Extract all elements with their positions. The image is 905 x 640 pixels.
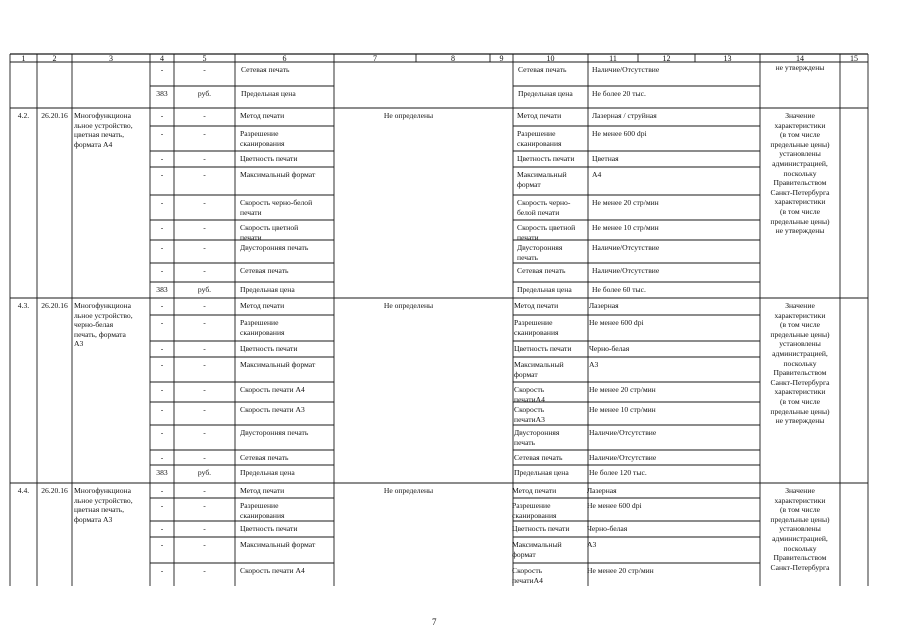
note-line: администрацией,	[772, 159, 828, 168]
cell-col10: Разрешение	[517, 129, 556, 138]
cell-col11: Лазерная	[589, 301, 619, 310]
header-cell-4: 4	[160, 53, 164, 63]
item-number: 4.4.	[17, 486, 30, 495]
cell-col10: Цветность печати	[512, 524, 570, 533]
note-line: поскольку	[783, 358, 817, 368]
header-cell-15: 15	[850, 53, 858, 63]
cell-col6: сканирования	[240, 510, 285, 520]
note-line: (в том числе	[779, 207, 820, 216]
cell-col5: -	[203, 65, 206, 74]
cell-col5: -	[203, 344, 206, 353]
cell-col5: -	[203, 154, 206, 163]
note-tail: не утверждены	[775, 62, 825, 72]
header-cell-12: 12	[662, 53, 671, 63]
cell-col6: сканирования	[240, 138, 285, 148]
cell-col10: Метод печати	[512, 486, 557, 495]
cell-col6: печати	[240, 207, 262, 217]
cell-col6: Максимальный формат	[240, 170, 316, 179]
item-name-line: льное устройство,	[74, 120, 133, 130]
cell-col6: Разрешение	[240, 501, 279, 510]
cell-col11: Не более 60 тыс.	[592, 285, 646, 294]
cell-col4: -	[160, 301, 164, 310]
cell-col10: печатиА4	[512, 575, 543, 585]
cell-col11: Наличие/Отсутствие	[592, 65, 660, 74]
cell-col5: -	[203, 266, 206, 275]
item-name-line: формата А4	[74, 139, 113, 149]
cell-col6: Скорость печати А3	[240, 405, 305, 414]
cell-col11: Не более 120 тыс.	[589, 468, 647, 477]
note-line: характеристики	[774, 120, 826, 130]
cell-col4: -	[160, 486, 164, 495]
cell-col4: -	[160, 154, 164, 163]
note-line: характеристики	[774, 310, 826, 320]
header-cell-13: 13	[723, 53, 732, 63]
note-line: (в том числе	[779, 505, 820, 515]
cell-col6: Цветность печати	[240, 344, 298, 353]
item-name-line: Многофункциона	[74, 111, 131, 120]
header-cell-3: 3	[109, 53, 113, 63]
note-line: Значение	[785, 301, 815, 310]
note-line: установлены	[779, 149, 821, 159]
cell-col5: -	[203, 360, 206, 369]
cell-col5: -	[203, 486, 206, 495]
cell-col11: Не менее 600 dpi	[592, 129, 647, 138]
note-line: администрацией,	[772, 534, 828, 543]
cell-col5: -	[203, 198, 206, 207]
cell-col6: Двусторонняя печать	[240, 428, 309, 437]
cell-col6: Максимальный формат	[240, 540, 316, 549]
cell-col6: Сетевая печать	[241, 65, 290, 74]
cell-col11: Черно-белая	[587, 524, 628, 533]
cell-col10: сканирования	[517, 138, 562, 148]
cell-col6: Двусторонняя печать	[240, 243, 309, 252]
note-line: характеристики	[774, 197, 826, 207]
cell-col4: -	[160, 385, 164, 394]
note-line: предельные цены)	[770, 216, 830, 226]
cell-col10: Предельная цена	[514, 468, 569, 477]
cell-col11: Наличие/Отсутствие	[589, 428, 657, 437]
cell-col4: -	[160, 501, 164, 510]
okpd-code: 26.20.16	[41, 301, 68, 310]
cell-col11: Наличие/Отсутствие	[592, 243, 660, 252]
cell-col11: Цветная	[592, 154, 619, 163]
cell-col10: печать	[514, 437, 536, 447]
cell-col10: печать	[517, 252, 539, 262]
cell-col6: Метод печати	[240, 486, 285, 495]
cell-col10: Цветность печати	[514, 344, 572, 353]
cell-col10: Цветность печати	[517, 154, 575, 163]
header-cell-2: 2	[52, 53, 57, 63]
cell-col6: Метод печати	[240, 111, 285, 120]
note-line: (в том числе	[779, 320, 820, 330]
cell-col4: -	[160, 318, 164, 327]
cell-col10: формат	[512, 549, 536, 559]
cell-col5: -	[203, 318, 206, 327]
cell-col4: -	[160, 198, 164, 207]
item-name-line: Многофункциона	[74, 486, 131, 495]
okpd-code: 26.20.16	[41, 486, 68, 495]
cell-col10: Максимальный	[512, 540, 562, 549]
cell-col10: Скорость	[514, 405, 545, 414]
cell-col10: Сетевая печать	[514, 453, 563, 462]
cell-col11: Не менее 10 стр/мин	[592, 223, 659, 232]
note-line: Санкт-Петербурга	[770, 562, 830, 572]
note-line: Правительством	[773, 178, 827, 188]
cell-col4: -	[160, 170, 164, 179]
cell-col4: -	[160, 566, 164, 575]
cell-col10: Двусторонняя	[514, 428, 560, 437]
cell-col4: -	[160, 129, 164, 138]
cell-col10: Метод печати	[517, 111, 562, 120]
header-cell-10: 10	[546, 53, 555, 63]
note-line: предельные цены)	[770, 514, 830, 524]
note-line: (в том числе	[779, 130, 820, 140]
cell-col6: Разрешение	[240, 318, 279, 327]
note-line: Санкт-Петербурга	[770, 187, 830, 197]
cell-col6: Скорость цветной	[240, 223, 299, 232]
cell-col4: -	[160, 243, 164, 252]
cell-col5: -	[203, 243, 206, 252]
cell-col4: -	[160, 405, 164, 414]
cell-col10: Скорость цветной	[517, 223, 576, 232]
item-number: 4.2.	[17, 111, 30, 120]
cell-col10: Предельная цена	[517, 285, 572, 294]
note-line: характеристики	[774, 495, 826, 505]
cell-col6: Скорость печати А4	[240, 385, 305, 394]
cell-col11: А3	[589, 360, 599, 369]
cell-col11: Не менее 20 стр/мин	[592, 198, 659, 207]
cell-col10: печатиА4	[514, 394, 545, 404]
cell-col10: Скорость черно-	[517, 198, 571, 207]
note-line: администрацией,	[772, 349, 828, 358]
item-name-line: льное устройство,	[74, 310, 133, 320]
note-line: поскольку	[783, 543, 817, 553]
cell-col10: Двусторонняя	[517, 243, 563, 252]
cell-col5: -	[203, 405, 206, 414]
okpd-code: 26.20.16	[41, 111, 68, 120]
cell-col5: -	[203, 524, 206, 533]
note-line: предельные цены)	[770, 406, 830, 416]
cell-col4: -	[160, 540, 164, 549]
header-cell-5: 5	[202, 53, 207, 63]
cell-col10: Максимальный	[517, 170, 567, 179]
header-cell-1: 1	[21, 53, 26, 63]
cell-col10: Метод печати	[514, 301, 559, 310]
cell-col5: -	[203, 129, 206, 138]
cell-col5: -	[203, 540, 206, 549]
note-line: (в том числе	[779, 397, 820, 406]
cell-col5: руб.	[197, 285, 212, 294]
item-name-line: цветная печать,	[74, 505, 125, 515]
item-name-line: А3	[74, 339, 84, 349]
cell-col6: Цветность печати	[240, 154, 298, 163]
undefined-label: Не определены	[383, 111, 434, 120]
cell-col6: Предельная цена	[241, 89, 296, 98]
note-line: предельные цены)	[770, 139, 830, 149]
cell-col11: Лазерная / струйная	[592, 111, 657, 120]
note-line: Правительством	[773, 368, 827, 378]
header-cell-7: 7	[373, 53, 377, 63]
header-cell-9: 9	[499, 53, 504, 63]
note-line: установлены	[779, 524, 821, 534]
cell-col11: Не менее 20 стр/мин	[589, 385, 656, 394]
cell-col6: Сетевая печать	[240, 453, 289, 462]
cell-col11: А3	[587, 540, 597, 549]
header-cell-8: 8	[451, 53, 455, 63]
cell-col10: сканирования	[512, 510, 557, 520]
item-number: 4.3.	[17, 301, 30, 310]
note-line: не утверждены	[775, 226, 825, 236]
cell-col11: Наличие/Отсутствие	[589, 453, 657, 462]
note-line: Санкт-Петербурга	[770, 377, 830, 387]
cell-col6: Цветность печати	[240, 524, 298, 533]
cell-col5: -	[203, 301, 206, 310]
cell-col11: Черно-белая	[589, 344, 630, 353]
note-line: предельные цены)	[770, 329, 830, 339]
cell-col10: сканирования	[514, 327, 559, 337]
cell-col5: -	[203, 170, 206, 179]
cell-col4: 383	[156, 468, 168, 477]
cell-col4: -	[160, 266, 164, 275]
item-name-line: печать, формата	[74, 329, 126, 339]
header-cell-6: 6	[282, 53, 287, 63]
note-line: характеристики	[774, 387, 826, 397]
cell-col10: печатиА3	[514, 414, 545, 424]
cell-col6: Скорость черно-белой	[240, 198, 313, 207]
cell-col10: печати	[517, 232, 539, 242]
cell-col11: Не менее 10 стр/мин	[589, 405, 656, 414]
cell-col11: А4	[592, 170, 602, 179]
cell-col6: Скорость печати А4	[240, 566, 305, 575]
cell-col6: Максимальный формат	[240, 360, 316, 369]
cell-col6: сканирования	[240, 327, 285, 337]
cell-col5: -	[203, 566, 206, 575]
cell-col5: -	[203, 501, 206, 510]
cell-col4: -	[160, 65, 164, 74]
cell-col11: Не более 20 тыс.	[592, 89, 646, 98]
cell-col4: -	[160, 344, 164, 353]
cell-col11: Лазерная	[587, 486, 617, 495]
note-line: поскольку	[783, 168, 817, 178]
note-line: Значение	[785, 111, 815, 120]
item-name-line: формата А3	[74, 514, 113, 524]
cell-col11: Не менее 600 dpi	[589, 318, 644, 327]
cell-col5: руб.	[197, 89, 212, 98]
cell-col10: Сетевая печать	[517, 266, 566, 275]
cell-col4: 383	[156, 285, 168, 294]
cell-col6: Предельная цена	[240, 285, 295, 294]
note-line: не утверждены	[775, 416, 825, 426]
cell-col4: -	[160, 524, 164, 533]
cell-col11: Не менее 600 dpi	[587, 501, 642, 510]
cell-col11: Наличие/Отсутствие	[592, 266, 660, 275]
cell-col10: Сетевая печать	[518, 65, 567, 74]
cell-col4: -	[160, 428, 164, 437]
cell-col5: -	[203, 453, 206, 462]
cell-col6: Предельная цена	[240, 468, 295, 477]
cell-col6: Метод печати	[240, 301, 285, 310]
undefined-label: Не определены	[383, 301, 434, 310]
cell-col6: печати	[240, 232, 262, 242]
cell-col4: 383	[156, 89, 168, 98]
header-cell-11: 11	[609, 53, 617, 63]
item-name-line: льное устройство,	[74, 495, 133, 505]
undefined-label: Не определены	[383, 486, 434, 495]
cell-col10: Скорость	[514, 385, 545, 394]
cell-col5: -	[203, 223, 206, 232]
header-cell-14: 14	[796, 53, 804, 63]
cell-col5: -	[203, 385, 206, 394]
cell-col10: Предельная цена	[518, 89, 573, 98]
page-number: 7	[432, 617, 437, 627]
cell-col4: -	[160, 111, 164, 120]
cell-col10: Разрешение	[512, 501, 551, 510]
item-name-line: цветная печать,	[74, 130, 125, 140]
cell-col10: формат	[517, 179, 541, 189]
cell-col6: Разрешение	[240, 129, 279, 138]
cell-col5: -	[203, 111, 206, 120]
cell-col5: -	[203, 428, 206, 437]
note-line: Значение	[785, 486, 815, 495]
cell-col6: Сетевая печать	[240, 266, 289, 275]
note-line: Правительством	[773, 553, 827, 563]
cell-col10: Максимальный	[514, 360, 564, 369]
cell-col10: Скорость	[512, 566, 543, 575]
note-line: установлены	[779, 339, 821, 349]
cell-col4: -	[160, 360, 164, 369]
item-name-line: черно-белая	[74, 320, 114, 330]
cell-col4: -	[160, 223, 164, 232]
cell-col10: формат	[514, 369, 538, 379]
cell-col11: Не менее 20 стр/мин	[587, 566, 654, 575]
cell-col10: Разрешение	[514, 318, 553, 327]
cell-col4: -	[160, 453, 164, 462]
item-name-line: Многофункциона	[74, 301, 131, 310]
cell-col5: руб.	[197, 468, 212, 477]
cell-col10: белой печати	[517, 207, 560, 217]
